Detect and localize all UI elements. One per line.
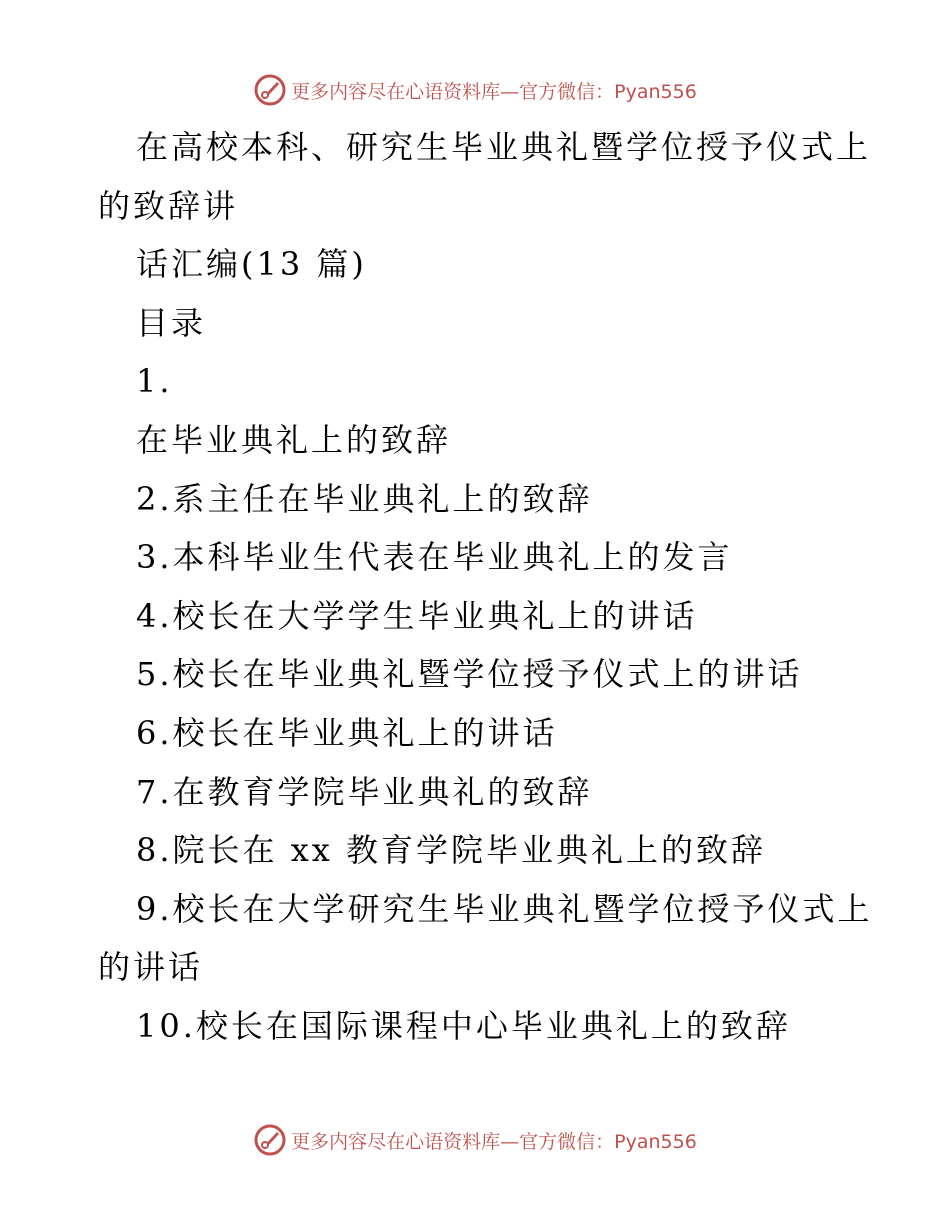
toc-item-9-line-2: 的讲话 xyxy=(98,948,204,987)
toc-item-4: 4.校长在大学学生毕业典礼上的讲话 xyxy=(136,596,698,635)
toc-item-2: 2.系主任在毕业典礼上的致辞 xyxy=(136,479,593,518)
toc-item-9-line-1: 9.校长在大学研究生毕业典礼暨学位授予仪式上 xyxy=(136,889,873,928)
wechat-id: Pyan556 xyxy=(614,80,697,103)
toc-item-10: 10.校长在国际课程中心毕业典礼上的致辞 xyxy=(136,1006,791,1045)
banner-text: 更多内容尽在心语资料库—官方微信：Pyan556 xyxy=(291,1130,697,1153)
toc-item-3: 3.本科毕业生代表在毕业典礼上的发言 xyxy=(136,538,733,577)
toc-item-1-number: 1. xyxy=(136,362,173,401)
header-banner xyxy=(0,70,950,110)
quill-logo-icon xyxy=(253,73,287,107)
banner-text: 更多内容尽在心语资料库—官方微信：Pyan556 xyxy=(291,80,697,103)
footer-banner xyxy=(0,1120,950,1160)
doc-title-line-3: 话汇编(13 篇) xyxy=(136,245,367,284)
toc-item-6: 6.校长在毕业典礼上的讲话 xyxy=(136,713,558,752)
doc-title-line-2: 的致辞讲 xyxy=(98,186,239,225)
quill-logo-icon xyxy=(253,1123,287,1157)
document-body xyxy=(98,118,873,1056)
toc-item-7: 7.在教育学院毕业典礼的致辞 xyxy=(136,772,593,811)
toc-heading: 目录 xyxy=(136,303,207,342)
doc-title-line-1: 在高校本科、研究生毕业典礼暨学位授予仪式上 xyxy=(136,128,872,166)
toc-item-1-title: 在毕业典礼上的致辞 xyxy=(136,420,452,459)
wechat-id: Pyan556 xyxy=(614,1130,697,1153)
toc-item-5: 5.校长在毕业典礼暨学位授予仪式上的讲话 xyxy=(136,655,803,694)
toc-item-8: 8.院长在 xx 教育学院毕业典礼上的致辞 xyxy=(136,831,766,870)
